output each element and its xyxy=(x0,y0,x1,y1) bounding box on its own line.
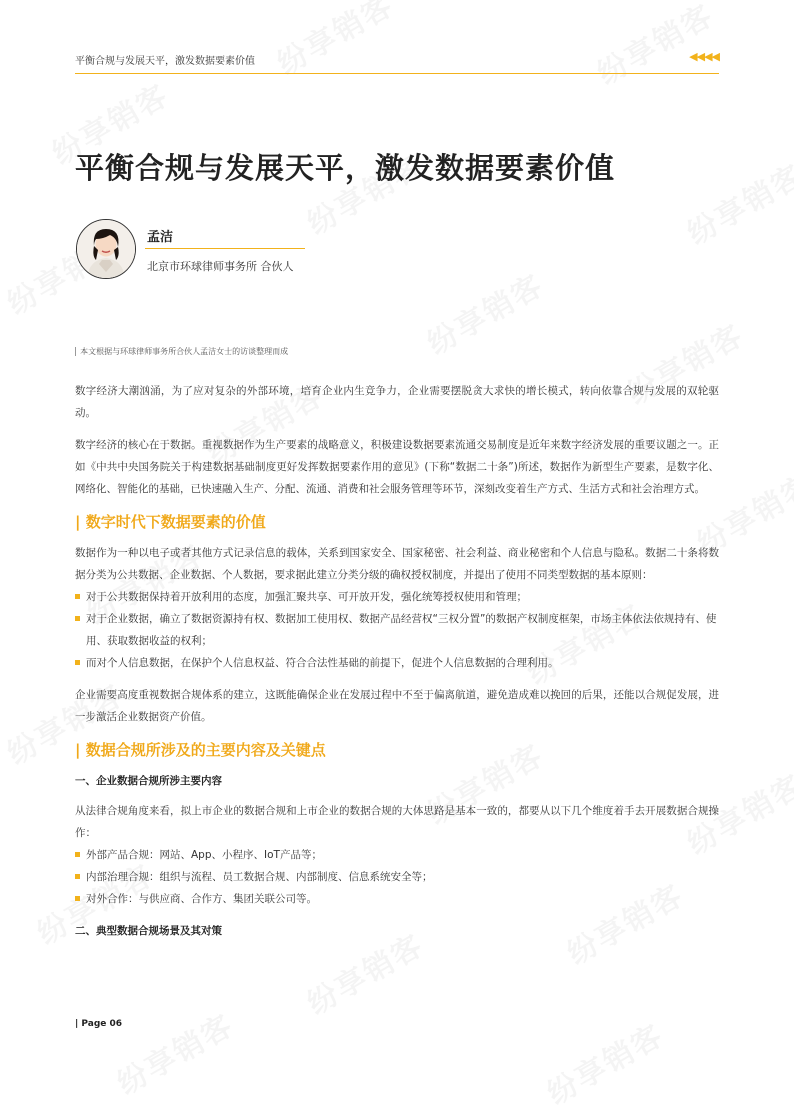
source-note-text: 本文根据与环球律师事务所合伙人孟洁女士的访谈整理而成 xyxy=(80,347,289,356)
paragraph: 数字经济大潮汹涌，为了应对复杂的外部环境，培育企业内生竞争力，企业需要摆脱贪大求快的增长模式，转向依靠合规与发展的双轮驱动。 xyxy=(75,385,719,419)
subsection-heading: 一、企业数据合规所涉主要内容 xyxy=(75,775,222,787)
author-name: 孟洁 xyxy=(147,230,174,245)
arrows-icon: ◀◀◀◀ xyxy=(689,50,719,63)
list-item: 对于企业数据，确立了数据资源持有权、数据加工使用权、数据产品经营权“三权分置”的数据产权制度框架，市场主体依法依规持有、使用、获取数据收益的权利； xyxy=(75,608,719,652)
portrait-icon xyxy=(77,220,135,278)
article-title: 平衡合规与发展天平，激发数据要素价值 xyxy=(75,151,616,185)
subsection-heading: 二、典型数据合规场景及其对策 xyxy=(75,925,222,937)
watermark xyxy=(538,1011,671,1113)
watermark xyxy=(418,261,551,363)
article-body xyxy=(75,380,719,950)
page-number: | Page 06 xyxy=(75,1019,123,1029)
author-avatar xyxy=(76,219,136,279)
watermark xyxy=(108,1001,241,1103)
author-org: 北京市环球律师事务所 合伙人 xyxy=(147,260,294,273)
list-item: 内部治理合规：组织与流程、员工数据合规、内部制度、信息系统安全等； xyxy=(75,866,719,888)
header-title: 平衡合规与发展天平，激发数据要素价值 xyxy=(75,56,255,67)
list-item: 而对个人信息数据，在保护个人信息权益、符合合法性基础的前提下，促进个人信息数据的合理利用。 xyxy=(75,652,719,674)
section-heading: | 数据合规所涉及的主要内容及关键点 xyxy=(75,741,326,759)
list-item: 对于公共数据保持着开放利用的态度，加强汇聚共享、可开放开发，强化统筹授权使用和管理； xyxy=(75,586,719,608)
section-heading: | 数字时代下数据要素的价值 xyxy=(75,513,266,531)
header-divider xyxy=(75,73,719,74)
running-header xyxy=(75,52,719,72)
bullet-list xyxy=(75,844,719,910)
list-item: 外部产品合规：网站、App、小程序、IoT产品等； xyxy=(75,844,719,866)
watermark xyxy=(678,151,794,253)
list-item: 对外合作：与供应商、合作方、集团关联公司等。 xyxy=(75,888,719,910)
paragraph: 企业需要高度重视数据合规体系的建立，这既能确保企业在发展过程中不至于偏离航道，避免造成难以挽回的后果，还能以合规促发展，进一步激活企业数据资产价值。 xyxy=(75,689,719,723)
author-divider xyxy=(145,248,305,249)
paragraph: 数字经济的核心在于数据。重视数据作为生产要素的战略意义，积极建设数据要素流通交易制度是近年来数字经济发展的重要议题之一。正如《中共中央国务院关于构建数据基础制度更好发挥数据要素作用的意见》(下称“数据二十条”)所述，数据作为新型生产要素，是数字化、网络化、智能化的基础，已快速融入生产、分配、流通、消费和社会服务管理等环节，深刻改变着生产方式、生活方式和社会治理方式。 xyxy=(75,439,719,495)
watermark xyxy=(588,0,721,93)
source-note xyxy=(75,346,288,357)
bullet-list xyxy=(75,586,719,674)
paragraph: 数据作为一种以电子或者其他方式记录信息的载体，关系到国家安全、国家秘密、社会利益、商业秘密和个人信息与隐私。数据二十条将数据分类为公共数据、企业数据、个人数据，要求据此建立分类分级的确权授权制度，并提出了使用不同类型数据的基本原则： xyxy=(75,547,719,581)
paragraph: 从法律合规角度来看，拟上市企业的数据合规和上市企业的数据合规的大体思路是基本一致的，都要从以下几个维度着手去开展数据合规操作： xyxy=(75,805,719,839)
